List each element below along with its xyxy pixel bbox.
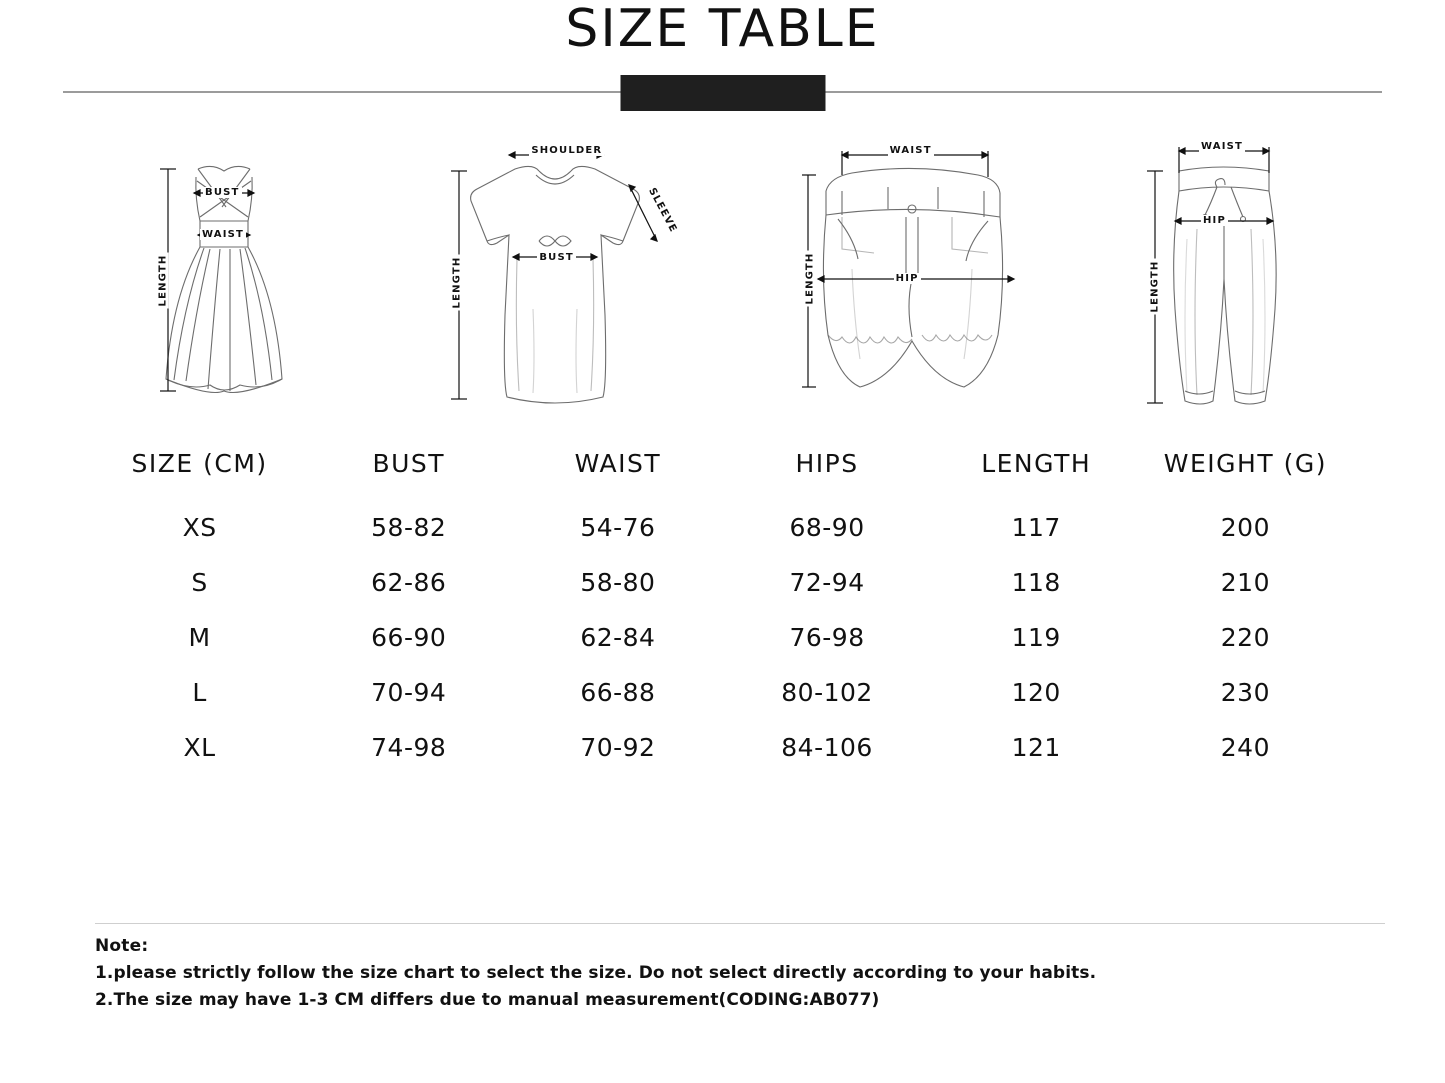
shorts-waist-label: WAIST <box>889 144 932 156</box>
pants-hip-label: HIP <box>1202 214 1227 226</box>
figure-dress <box>150 129 335 429</box>
cell-size: XL <box>183 732 216 762</box>
cell-size: XS <box>182 512 217 542</box>
cell-hips: 76-98 <box>789 622 865 652</box>
dress-length-label: LENGTH <box>157 254 169 307</box>
cell-weight: 240 <box>1220 732 1270 762</box>
cell-length: 121 <box>1011 732 1061 762</box>
tshirt-sleeve-label: SLEEVE <box>646 185 680 235</box>
cell-length: 117 <box>1011 512 1061 542</box>
cell-size: L <box>192 677 207 707</box>
table-row <box>95 720 1350 775</box>
dress-waist-label: WAIST <box>202 228 245 240</box>
cell-bust: 58-82 <box>371 512 447 542</box>
table-row <box>95 665 1350 720</box>
figure-pants <box>1145 129 1305 429</box>
divider-accent-block <box>620 75 825 111</box>
note-line-2: 2.The size may have 1-3 CM differs due to manual measurement(CODING:AB077) <box>95 989 880 1010</box>
cell-weight: 220 <box>1220 622 1270 652</box>
cell-size: S <box>191 567 208 597</box>
tshirt-bust-label: BUST <box>539 251 574 263</box>
table-row <box>95 500 1350 555</box>
note-section <box>95 923 1385 1013</box>
cell-bust: 74-98 <box>371 732 447 762</box>
cell-length: 119 <box>1011 622 1061 652</box>
cell-waist: 58-80 <box>580 567 656 597</box>
cell-bust: 70-94 <box>371 677 447 707</box>
column-header-weight: WEIGHT (G) <box>1163 448 1327 478</box>
column-header-size: SIZE (CM) <box>131 448 268 478</box>
size-table <box>95 439 1350 775</box>
cell-waist: 66-88 <box>580 677 656 707</box>
pants-length-label: LENGTH <box>1149 260 1161 313</box>
dress-bust-label: BUST <box>205 186 240 198</box>
cell-bust: 62-86 <box>371 567 447 597</box>
pants-waist-label: WAIST <box>1200 140 1244 152</box>
cell-weight: 230 <box>1220 677 1270 707</box>
column-header-length: LENGTH <box>981 448 1092 478</box>
cell-weight: 210 <box>1220 567 1270 597</box>
cell-length: 118 <box>1011 567 1061 597</box>
size-table-wrapper <box>0 429 1445 775</box>
cell-waist: 62-84 <box>580 622 656 652</box>
column-header-waist: WAIST <box>574 448 662 478</box>
garment-illustrations <box>0 119 1445 429</box>
table-row <box>95 610 1350 665</box>
tshirt-shoulder-label: SHOULDER <box>531 144 603 156</box>
title-divider <box>0 75 1445 109</box>
figure-shorts <box>802 129 1037 429</box>
page-title: SIZE TABLE <box>565 0 880 59</box>
shorts-length-label: LENGTH <box>804 252 816 305</box>
table-row <box>95 555 1350 610</box>
figure-tshirt <box>443 129 693 429</box>
cell-hips: 72-94 <box>789 567 865 597</box>
cell-hips: 80-102 <box>781 677 873 707</box>
column-header-bust: BUST <box>372 448 446 478</box>
table-header-row <box>95 439 1350 500</box>
page-header <box>0 0 1445 57</box>
note-title: Note: <box>95 936 149 957</box>
cell-length: 120 <box>1011 677 1061 707</box>
cell-waist: 70-92 <box>580 732 656 762</box>
cell-bust: 66-90 <box>371 622 447 652</box>
note-line-1: 1.please strictly follow the size chart to select the size. Do not select directly according to your habits. <box>95 963 1097 984</box>
cell-weight: 200 <box>1220 512 1270 542</box>
cell-waist: 54-76 <box>580 512 656 542</box>
cell-size: M <box>188 622 211 652</box>
cell-hips: 68-90 <box>789 512 865 542</box>
shorts-hip-label: HIP <box>895 272 919 284</box>
cell-hips: 84-106 <box>781 732 873 762</box>
column-header-hips: HIPS <box>795 448 859 478</box>
tshirt-length-label: LENGTH <box>451 256 463 309</box>
